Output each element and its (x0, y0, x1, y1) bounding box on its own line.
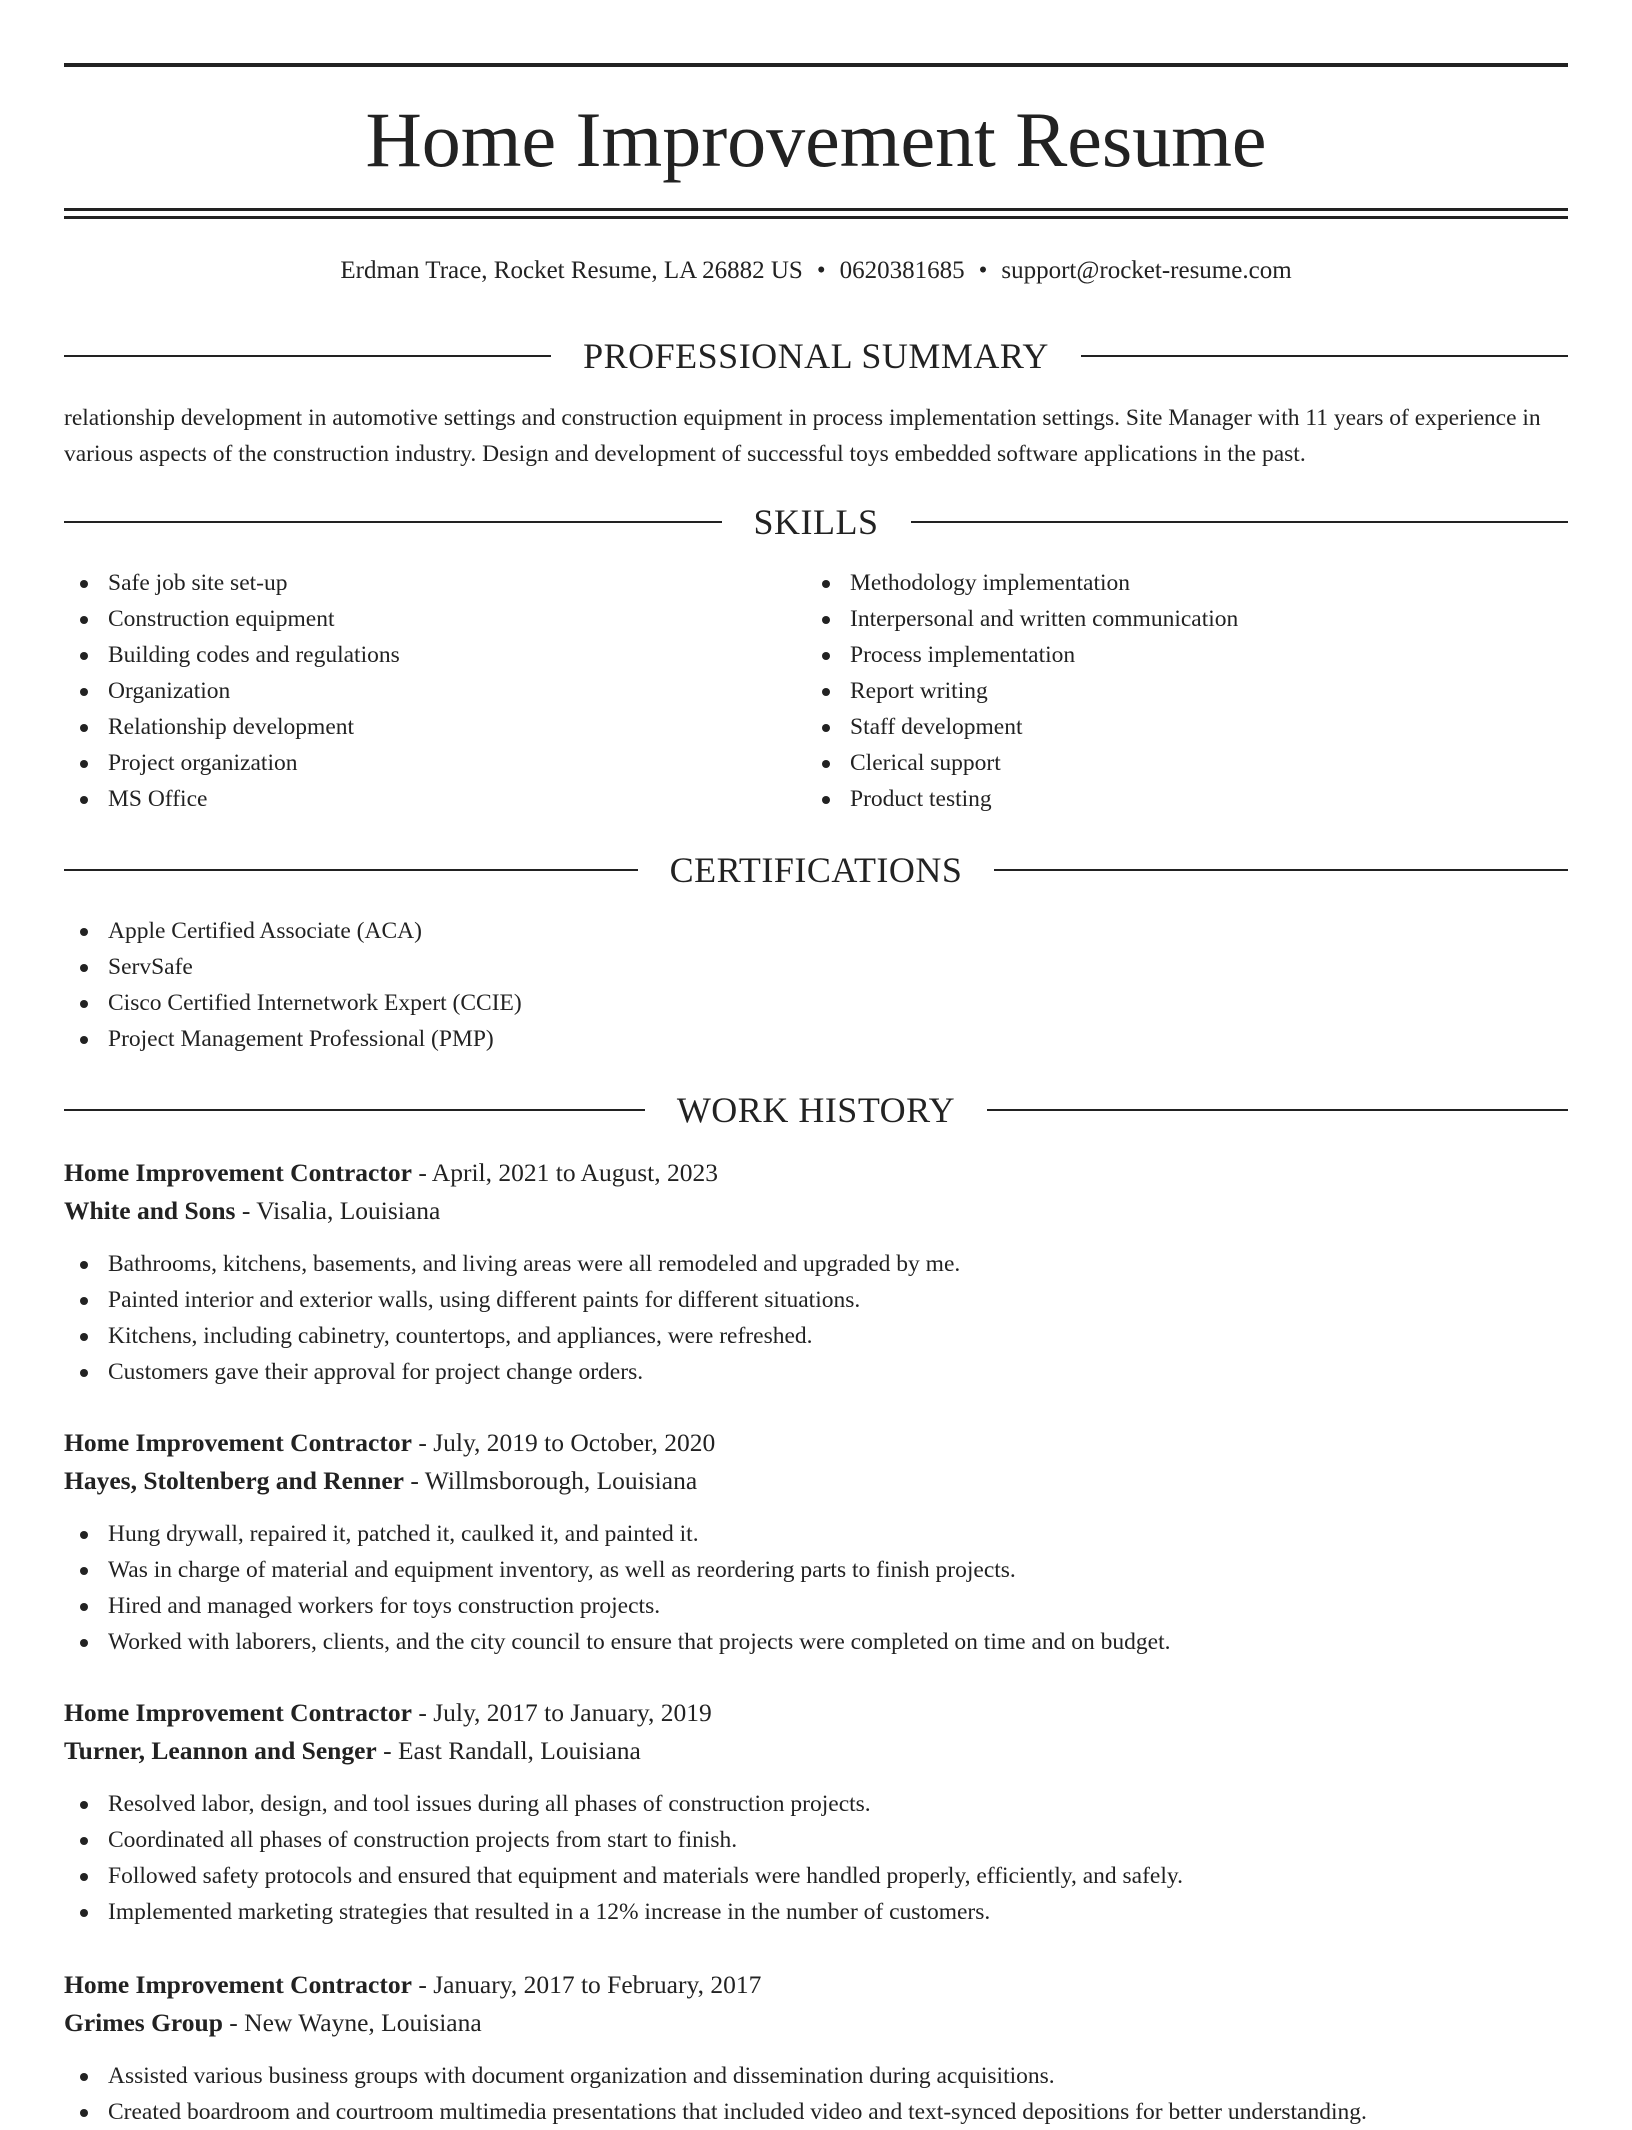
summary-text: relationship development in automotive settings and construction equipment in process implementation settings. Site Manager with 11 years of experience in various aspects of the construction industry. Design and development of successful toys embedded software applications in the past. (64, 405, 1541, 467)
job-bullet: Customers gave their approval for project change orders. (64, 1354, 1568, 1390)
job-title: Home Improvement Contractor (64, 1698, 412, 1727)
resume-title: Home Improvement Resume (365, 96, 1267, 183)
job-title-line (64, 1154, 1568, 1192)
section-heading-label: SKILLS (753, 502, 879, 542)
section-heading-certifications (64, 848, 1568, 892)
job-location: New Wayne, Louisiana (244, 2008, 482, 2037)
section-heading-work-history (64, 1088, 1568, 1132)
job-bullet: Kitchens, including cabinetry, countertops, and appliances, were refreshed. (64, 1318, 1568, 1354)
skills-column-right (806, 565, 1548, 817)
skills-list-left (64, 565, 806, 817)
job-company-line (64, 2004, 1568, 2042)
job-title-line (64, 1424, 1568, 1462)
job-bullet: Painted interior and exterior walls, using different paints for different situations. (64, 1282, 1568, 1318)
job-dash: - (404, 1466, 425, 1495)
job-dash: - (411, 1158, 432, 1187)
skill-item: Clerical support (806, 745, 1548, 781)
skill-item: Staff development (806, 709, 1548, 745)
skill-item: Process implementation (806, 637, 1548, 673)
job-company: Turner, Leannon and Senger (64, 1736, 377, 1765)
job-title-line (64, 1694, 1568, 1732)
contact-separator: • (978, 257, 988, 284)
job-entry (64, 1424, 1568, 1660)
heading-rule (1081, 355, 1568, 357)
job-bullets (64, 1246, 1568, 1390)
job-bullet: Followed safety protocols and ensured that equipment and materials were handled properly, efficiently, and safely. (64, 1858, 1568, 1894)
heading-rule (64, 355, 551, 357)
job-bullet: Hung drywall, repaired it, patched it, caulked it, and painted it. (64, 1516, 1568, 1552)
job-bullet: Resolved labor, design, and tool issues during all phases of construction projects. (64, 1786, 1568, 1822)
job-bullet: Coordinated all phases of construction projects from start to finish. (64, 1822, 1568, 1858)
skill-item: Interpersonal and written communication (806, 601, 1548, 637)
certification-item: Cisco Certified Internetwork Expert (CCIE) (64, 985, 1568, 1021)
job-dash: - (235, 1196, 257, 1225)
job-dates: July, 2017 to January, 2019 (433, 1698, 712, 1727)
job-entry (64, 1154, 1568, 1390)
header-double-rule-upper (64, 208, 1568, 211)
job-company: Hayes, Stoltenberg and Renner (64, 1466, 404, 1495)
skill-item: Construction equipment (64, 601, 806, 637)
heading-rule (64, 869, 638, 871)
header-double-rule-lower (64, 216, 1568, 219)
job-dash: - (411, 1698, 434, 1727)
certifications-list (64, 913, 1568, 1057)
skill-item: Product testing (806, 781, 1548, 817)
job-dash: - (376, 1736, 398, 1765)
job-dates: January, 2017 to February, 2017 (433, 1970, 762, 1999)
skill-item: Building codes and regulations (64, 637, 806, 673)
section-heading-skills (64, 500, 1568, 544)
job-bullets (64, 1786, 1568, 1930)
job-bullet: Created boardroom and courtroom multimedia presentations that included video and text-synced depositions for better understanding. (64, 2094, 1568, 2130)
contact-phone: 0620381685 (839, 257, 965, 284)
skill-item: Report writing (806, 673, 1548, 709)
job-company: Grimes Group (64, 2008, 223, 2037)
contact-address: Erdman Trace, Rocket Resume, LA 26882 US (340, 257, 803, 284)
job-entry (64, 1694, 1568, 1930)
skill-item: Organization (64, 673, 806, 709)
job-location: Willmsborough, Louisiana (424, 1466, 698, 1495)
job-company-line (64, 1192, 1568, 1230)
heading-rule (987, 1109, 1568, 1111)
heading-rule (64, 1109, 645, 1111)
contact-line (64, 254, 1568, 288)
job-location: East Randall, Louisiana (397, 1736, 641, 1765)
job-bullet: Was in charge of material and equipment inventory, as well as reordering parts to finish projects. (64, 1552, 1568, 1588)
job-title-line (64, 1966, 1568, 2004)
job-title: Home Improvement Contractor (64, 1158, 412, 1187)
section-heading-summary (64, 334, 1568, 378)
job-company: White and Sons (64, 1196, 236, 1225)
skills-column-left (64, 565, 806, 817)
skill-item: Methodology implementation (806, 565, 1548, 601)
section-heading-label: WORK HISTORY (676, 1090, 956, 1130)
job-bullet: Hired and managed workers for toys construction projects. (64, 1588, 1568, 1624)
certifications-block (64, 913, 1568, 1057)
skill-item: MS Office (64, 781, 806, 817)
job-title: Home Improvement Contractor (64, 1428, 412, 1457)
certification-item: ServSafe (64, 949, 1568, 985)
job-company-line (64, 1732, 1568, 1770)
contact-separator: • (816, 257, 826, 284)
heading-rule (994, 869, 1568, 871)
skills-list-right (806, 565, 1548, 817)
job-dash: - (411, 1428, 434, 1457)
job-bullets (64, 1516, 1568, 1660)
job-bullet: Assisted various business groups with document organization and dissemination during acquisitions. (64, 2058, 1568, 2094)
job-bullet: Bathrooms, kitchens, basements, and living areas were all remodeled and upgraded by me. (64, 1246, 1568, 1282)
job-bullet: Worked with laborers, clients, and the city council to ensure that projects were completed on time and on budget. (64, 1624, 1568, 1660)
section-heading-label: PROFESSIONAL SUMMARY (583, 336, 1049, 376)
skill-item: Project organization (64, 745, 806, 781)
job-location: Visalia, Louisiana (256, 1196, 441, 1225)
heading-rule (911, 521, 1569, 523)
header-top-rule (64, 63, 1568, 67)
contact-email: support@rocket-resume.com (1001, 257, 1292, 284)
section-heading-label: CERTIFICATIONS (669, 850, 963, 890)
job-dates: July, 2019 to October, 2020 (433, 1428, 716, 1457)
certification-item: Apple Certified Associate (ACA) (64, 913, 1568, 949)
job-dash: - (411, 1970, 434, 1999)
job-entry (64, 1966, 1568, 2130)
job-dash: - (222, 2008, 245, 2037)
skill-item: Relationship development (64, 709, 806, 745)
certification-item: Project Management Professional (PMP) (64, 1021, 1568, 1057)
job-company-line (64, 1462, 1568, 1500)
job-bullet: Implemented marketing strategies that resulted in a 12% increase in the number of customers. (64, 1894, 1568, 1930)
job-title: Home Improvement Contractor (64, 1970, 412, 1999)
job-dates: April, 2021 to August, 2023 (431, 1158, 718, 1187)
heading-rule (64, 521, 722, 523)
job-bullets (64, 2058, 1568, 2130)
skill-item: Safe job site set-up (64, 565, 806, 601)
